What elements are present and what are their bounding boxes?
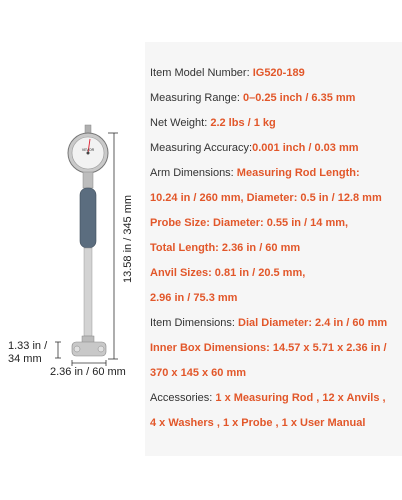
spec-accessories-2: 4 x Washers , 1 x Probe , 1 x User Manual	[150, 417, 366, 429]
spec-box-dims: Inner Box Dimensions: 14.57 x 5.71 x 2.36 in /	[150, 342, 387, 354]
spec-arm-rod: 10.24 in / 260 mm, Diameter: 0.5 in / 12.8 mm	[150, 192, 382, 204]
dial-indicator	[68, 133, 108, 173]
anvil-height-label	[8, 340, 47, 366]
spec-weight: Net Weight: 2.2 lbs / 1 kg	[150, 117, 276, 129]
width-dimension-label: 2.36 in / 60 mm	[50, 366, 126, 378]
grip-handle	[80, 188, 96, 248]
height-dimension-label: 13.58 in / 345 mm	[122, 194, 134, 283]
anvil-height-mm: 34 mm	[8, 353, 42, 365]
spec-model: Item Model Number: IG520-189	[150, 67, 305, 79]
spec-arm: Arm Dimensions: Measuring Rod Length:	[150, 167, 360, 179]
spec-arm-anvil-2: 2.96 in / 75.3 mm	[150, 292, 238, 304]
spec-range: Measuring Range: 0–0.25 inch / 6.35 mm	[150, 92, 356, 104]
spec-arm-anvil: Anvil Sizes: 0.81 in / 20.5 mm,	[150, 267, 306, 279]
dial-brand-text: VEVOR	[81, 148, 95, 152]
measuring-rod	[84, 248, 92, 336]
spec-accuracy: Measuring Accuracy:0.001 inch / 0.03 mm	[150, 142, 359, 154]
spec-panel	[145, 42, 402, 456]
spec-accessories: Accessories: 1 x Measuring Rod , 12 x Anvils ,	[150, 392, 386, 404]
spec-box-dims-mm: 370 x 145 x 60 mm	[150, 367, 247, 379]
spec-arm-total: Total Length: 2.36 in / 60 mm	[150, 242, 301, 254]
anvil-height-in: 1.33 in /	[8, 340, 48, 352]
spec-item-dims: Item Dimensions: Dial Diameter: 2.4 in / 60 mm	[150, 317, 388, 329]
spec-arm-probe: Probe Size: Diameter: 0.55 in / 14 mm,	[150, 217, 349, 229]
